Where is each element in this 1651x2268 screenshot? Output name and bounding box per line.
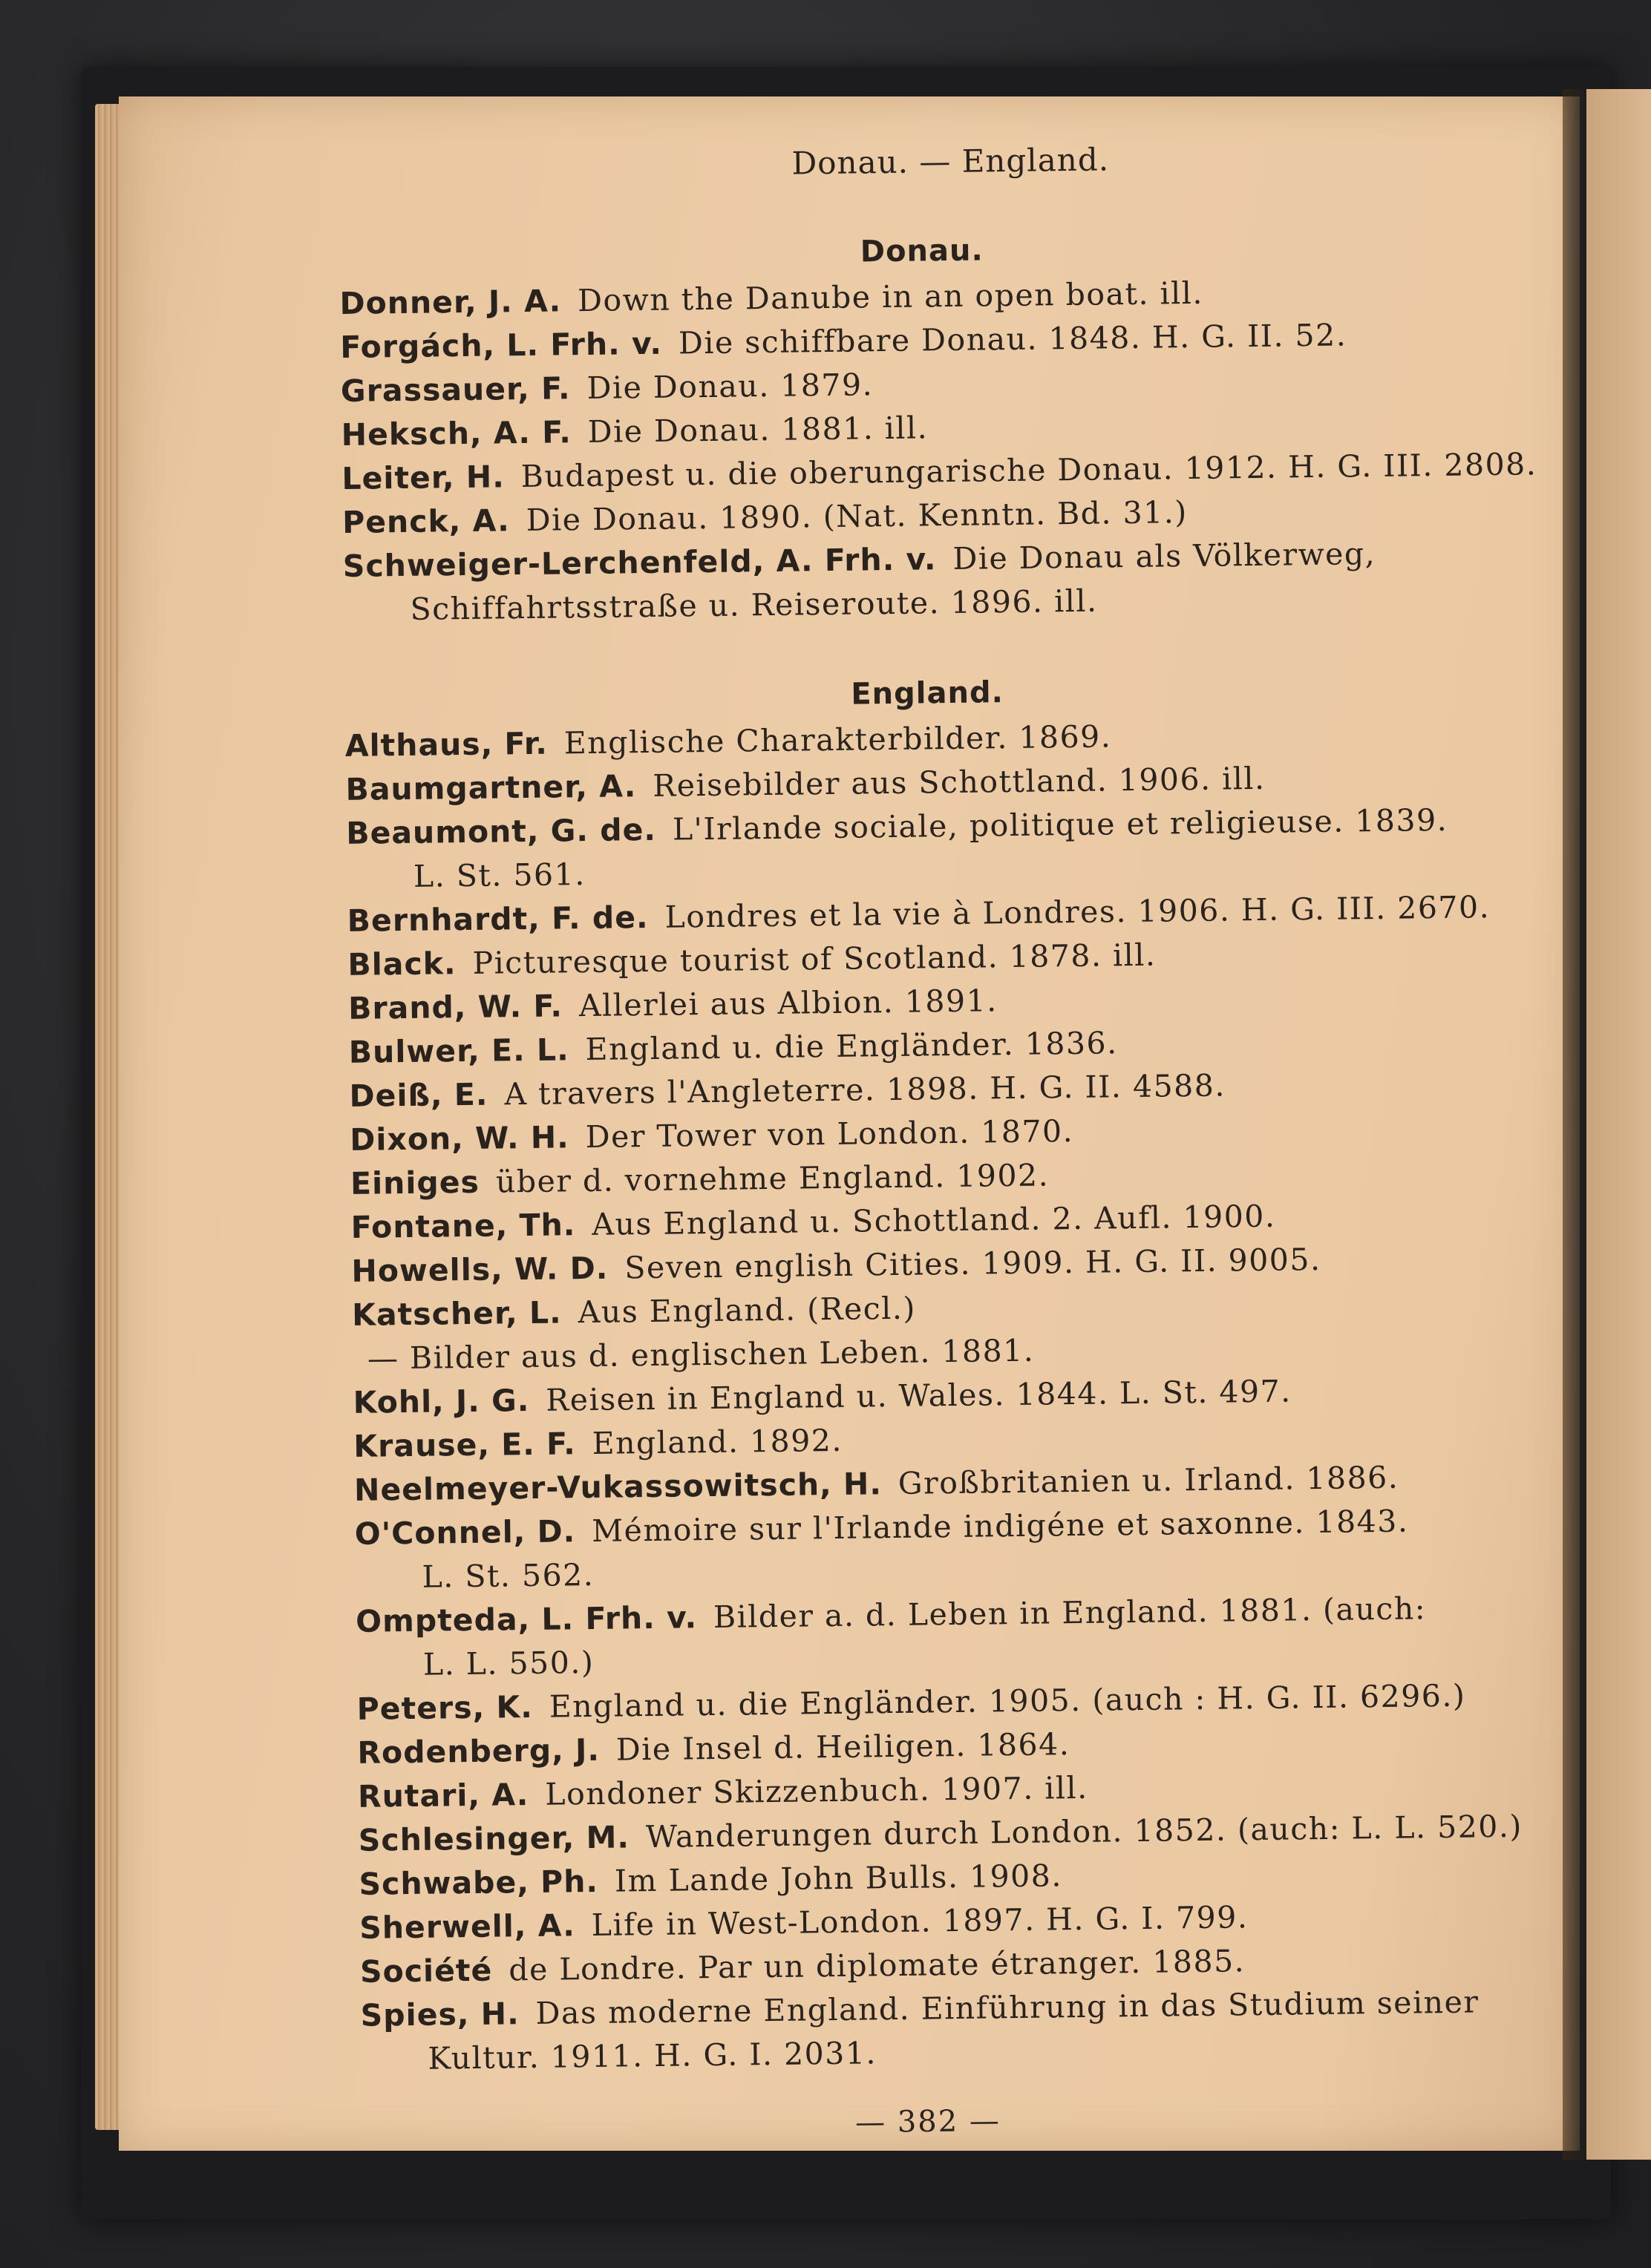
entry-list — [339, 268, 1537, 632]
entry-title: Englische Charakterbilder. 1869. — [563, 718, 1112, 761]
entry-continuation: Kultur. 1911. H. G. I. 2031. — [428, 2035, 877, 2077]
entry-continuation: Schiffahrtsstraße u. Reiseroute. 1896. ill. — [410, 583, 1098, 627]
entry-author: Peters, K. — [356, 1688, 534, 1727]
entry-title: Die Donau. 1890. (Nat. Kenntn. Bd. 31.) — [526, 494, 1189, 538]
section-heading: England. — [851, 675, 1004, 712]
entry-title: de Londre. Par un diplomate étranger. 1885. — [508, 1943, 1246, 1988]
entry-title: England u. die Engländer. 1836. — [585, 1025, 1118, 1068]
entry-title: Bilder a. d. Leben in England. 1881. (auch: — [713, 1590, 1427, 1635]
entry-author: Donner, J. A. — [339, 283, 562, 321]
entry-author: Ompteda, L. Frh. v. — [355, 1599, 698, 1639]
entry-title: Londoner Skizzenbuch. 1907. ill. — [545, 1769, 1088, 1812]
entry-title: Reisebilder aus Schottland. 1906. ill. — [653, 760, 1266, 804]
entry-author: Schweiger-Lerchenfeld, A. Frh. v. — [342, 541, 937, 584]
entry-author: Rutari, A. — [357, 1777, 529, 1815]
book-spine — [1563, 89, 1586, 2160]
entry-author: Penck, A. — [341, 502, 510, 540]
entry-author: Krause, E. F. — [353, 1426, 576, 1464]
entry-title: Reisen in England u. Wales. 1844. L. St. 497. — [545, 1373, 1292, 1418]
entry-title: Die Donau. 1881. ill. — [587, 410, 929, 450]
entry-author: Sherwell, A. — [359, 1907, 576, 1946]
entry-author: Baumgartner, A. — [345, 768, 637, 807]
entry-title: Londres et la vie à Londres. 1906. H. G. III. 2670. — [664, 889, 1491, 935]
entry-title: Großbritanien u. Irland. 1886. — [898, 1459, 1399, 1501]
entry-author: Brand, W. F. — [347, 988, 563, 1026]
entry-title: Die Donau als Völkerweg, — [952, 535, 1376, 577]
entry-author: Société — [359, 1952, 493, 1990]
entry-author: O'Connel, D. — [354, 1513, 576, 1552]
entry-continuation: L. St. 561. — [413, 856, 586, 894]
entry-author: Bulwer, E. L. — [348, 1032, 569, 1070]
entry-author: Black. — [347, 945, 457, 983]
entry-title: Die Insel d. Heiligen. 1864. — [615, 1726, 1070, 1768]
page-number: — 382 — — [854, 2103, 1001, 2140]
entry-author: Dixon, W. H. — [350, 1119, 569, 1158]
entry-continuation: L. St. 562. — [422, 1556, 595, 1595]
entry-author: Forgách, L. Frh. v. — [339, 325, 663, 365]
running-head: Donau. — England. — [791, 141, 1110, 182]
entry-title: L'Irlande sociale, politique et religieuse. 1839. — [672, 802, 1448, 848]
entry-title: Allerlei aus Albion. 1891. — [578, 983, 998, 1024]
bibliography-entry — [356, 1586, 1522, 1688]
entry-author: Heksch, A. F. — [341, 414, 572, 453]
entry-title: England u. die Engländer. 1905. (auch : H. G. II. 6296.) — [549, 1677, 1466, 1725]
entry-author: Spies, H. — [360, 1996, 520, 2033]
entry-title: A travers l'Angleterre. 1898. H. G. II. 4588. — [504, 1067, 1226, 1112]
entry-author: Schlesinger, M. — [358, 1819, 630, 1858]
bibliography-entry — [343, 531, 1509, 632]
bibliography-entry — [354, 1498, 1520, 1600]
entry-list — [344, 710, 1526, 2082]
entry-author: Beaumont, G. de. — [345, 811, 657, 851]
entry-title: Picturesque tourist of Scotland. 1878. ill. — [472, 937, 1157, 981]
entry-title: über d. vornehme England. 1902. — [495, 1157, 1050, 1200]
entry-author: Neelmeyer-Vukassowitsch, H. — [353, 1466, 883, 1508]
entry-title: England. 1892. — [592, 1422, 843, 1461]
bibliography-entry — [360, 1980, 1526, 2082]
entry-author: Bernhardt, F. de. — [347, 899, 649, 939]
entry-title: Der Tower von London. 1870. — [585, 1112, 1074, 1156]
entry-author: Grassauer, F. — [340, 370, 571, 409]
bibliography-entry — [346, 798, 1512, 899]
entry-author: Leiter, H. — [341, 459, 506, 496]
entry-title: Mémoire sur l'Irlande indigéne et saxonne. 1843. — [591, 1503, 1409, 1549]
entry-title: Seven english Cities. 1909. H. G. II. 9005. — [624, 1241, 1321, 1286]
entry-author: Howells, W. D. — [351, 1250, 609, 1289]
entry-author: Fontane, Th. — [350, 1207, 576, 1245]
entry-author: Kohl, J. G. — [353, 1382, 530, 1420]
entry-title: Aus England u. Schottland. 2. Aufl. 1900. — [591, 1198, 1276, 1242]
entry-author: Deiß, E. — [349, 1076, 488, 1114]
entry-title: Aus England. (Recl.) — [578, 1290, 917, 1331]
entry-title: Life in West-London. 1897. H. G. I. 799. — [591, 1899, 1249, 1944]
section-england — [344, 663, 1527, 2082]
facing-page-edge — [1586, 89, 1651, 2160]
section-heading: Donau. — [860, 233, 984, 269]
entry-author: Rodenberg, J. — [357, 1731, 601, 1771]
entry-title: Wanderungen durch London. 1852. (auch: L. L. 520.) — [645, 1808, 1523, 1855]
entry-continuation: L. L. 550.) — [422, 1644, 595, 1682]
entry-title: Das moderne England. Einführung in das Studium seiner — [535, 1984, 1480, 2031]
entry-title: Die schiffbare Donau. 1848. H. G. II. 52. — [678, 317, 1347, 361]
page-text-block — [338, 134, 1537, 2082]
entry-author: Althaus, Fr. — [344, 725, 549, 764]
entry-title: Im Lande John Bulls. 1908. — [614, 1858, 1063, 1899]
entry-author: Schwabe, Ph. — [359, 1863, 599, 1902]
entry-author: Katscher, L. — [351, 1294, 562, 1333]
entry-author: Einiges — [350, 1164, 480, 1202]
entry-title: Die Donau. 1879. — [586, 367, 874, 406]
entry-title: Down the Danube in an open boat. ill. — [577, 275, 1204, 319]
entry-title: — Bilder aus d. englischen Leben. 1881. — [367, 1332, 1035, 1377]
section-donau — [339, 220, 1537, 632]
entry-title: Budapest u. die oberungarische Donau. 1912. H. G. III. 2808. — [520, 446, 1537, 495]
